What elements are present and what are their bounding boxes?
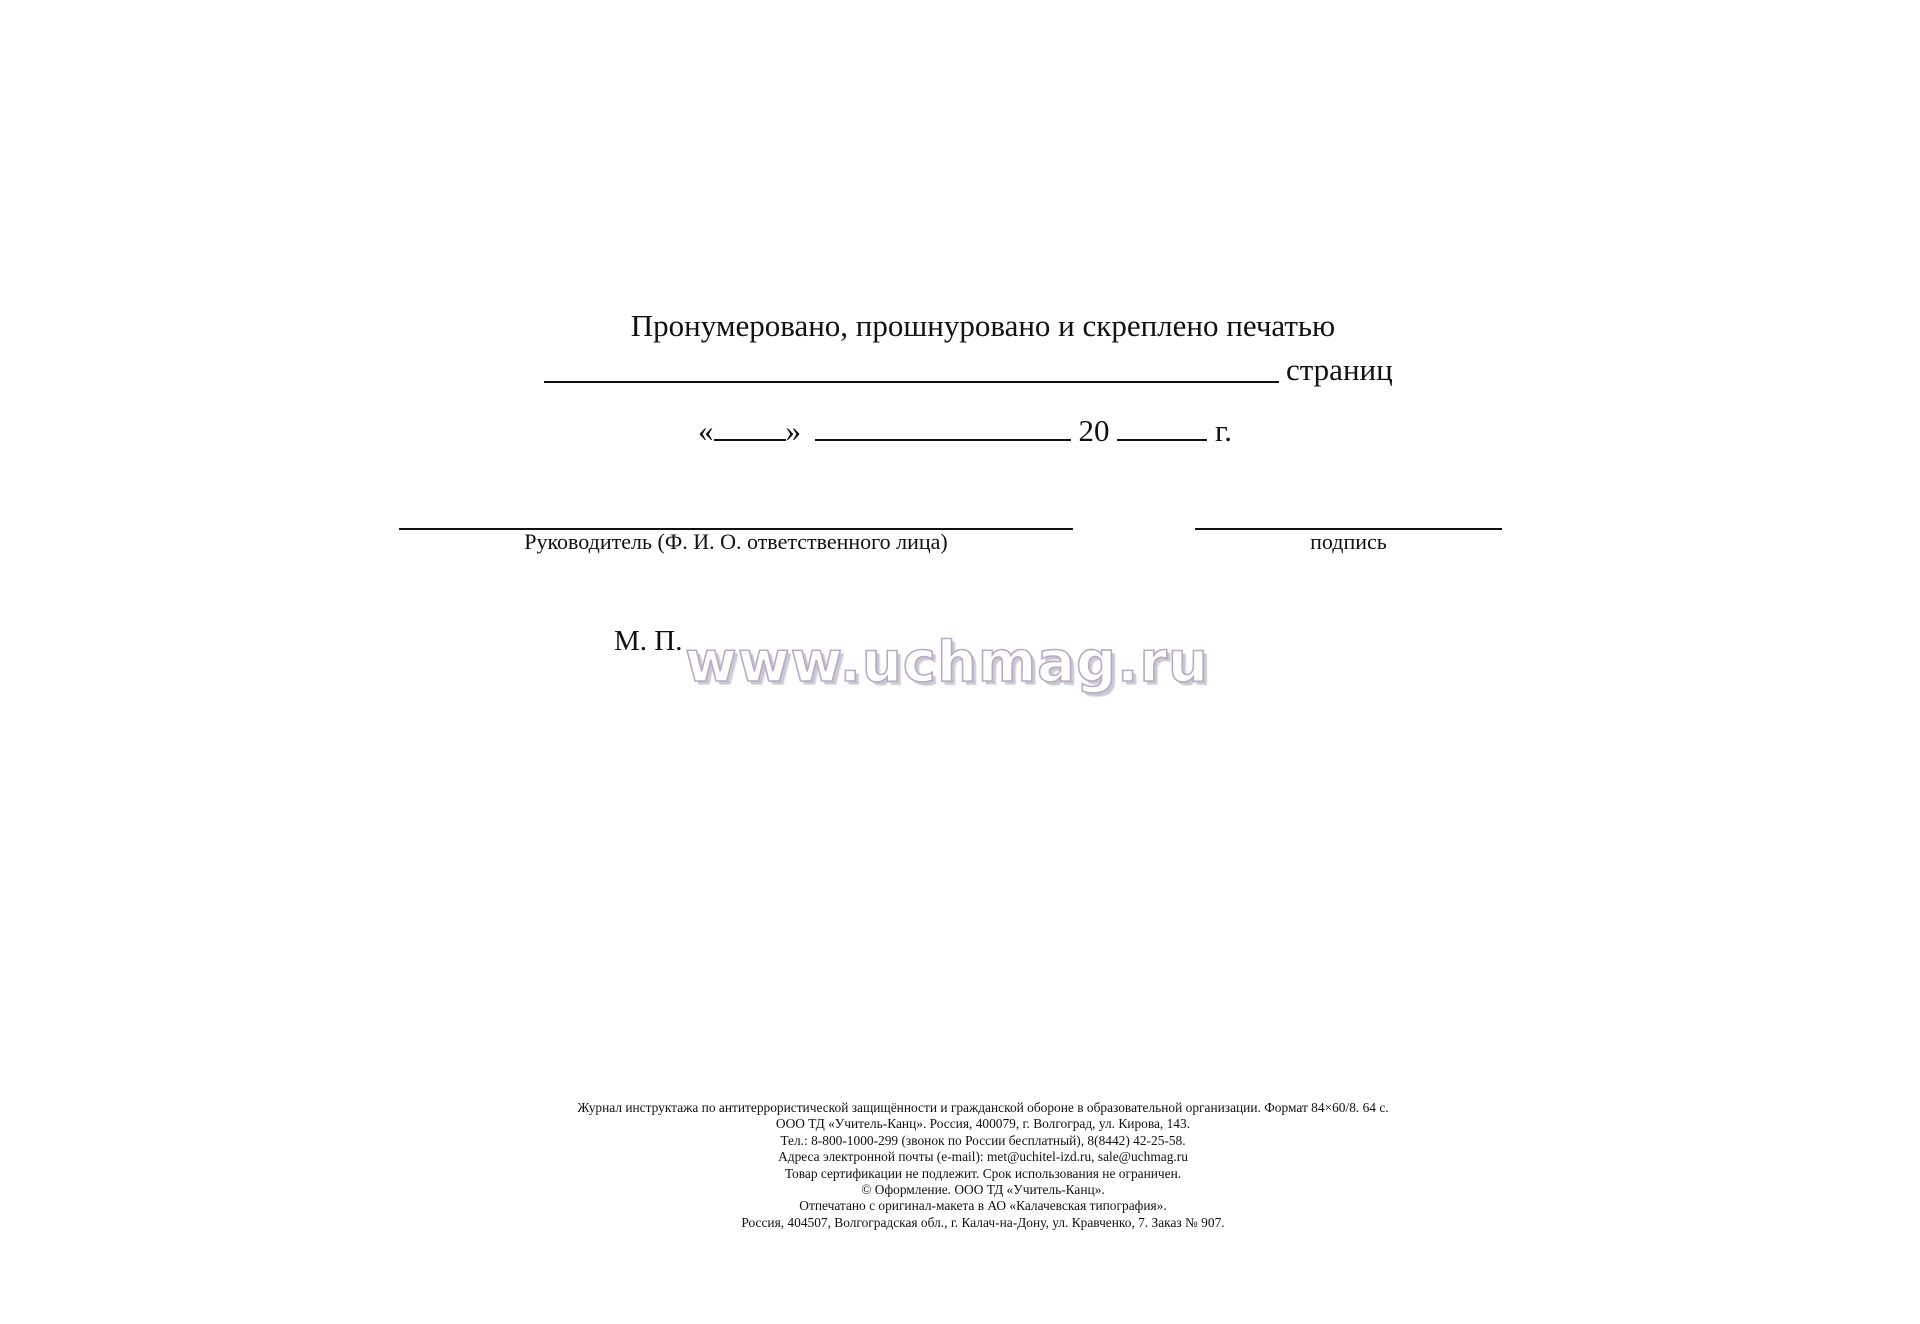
imprint-line: © Оформление. ООО ТД «Учитель-Канц». [861, 1182, 1105, 1198]
day-blank-line [714, 409, 786, 441]
year-suffix: г. [1215, 413, 1232, 448]
watermark-logo: www.uchmag.ru [685, 630, 1209, 695]
imprint-line: Адреса электронной почты (e-mail): met@uchitel-izd.ru, sale@uchmag.ru [778, 1149, 1188, 1165]
date-row [698, 409, 1232, 451]
imprint-block [0, 1100, 1920, 1231]
stamp-place-label: М. П. [614, 625, 683, 657]
signature-caption: подпись [1310, 529, 1387, 554]
year-blank-line [1117, 409, 1207, 441]
date-close-quote: » [785, 413, 801, 448]
imprint-line: Россия, 404507, Волгоградская обл., г. Калач-на-Дону, ул. Кравченко, 7. Заказ № 907. [741, 1214, 1225, 1230]
pages-label: страниц [1286, 352, 1393, 387]
imprint-line: Тел.: 8-800-1000-299 (звонок по России бесплатный), 8(8442) 42-25-58. [780, 1132, 1186, 1148]
date-open-quote: « [698, 413, 714, 448]
certification-heading: Пронумеровано, прошнуровано и скреплено печатью [630, 308, 1336, 343]
imprint-line: Журнал инструктажа по антитеррористической защищённости и гражданской обороне в образовательной организации. Формат 84×60/8. 64 с. [577, 1100, 1389, 1115]
pages-count-blank-line [544, 381, 1279, 383]
year-prefix: 20 [1078, 413, 1110, 448]
month-blank-line [815, 409, 1071, 441]
imprint-line: ООО ТД «Учитель-Канц». Россия, 400079, г. Волгоград, ул. Кирова, 143. [775, 1116, 1191, 1132]
imprint-line: Отпечатано с оригинал-макета в АО «Калачевская типография». [799, 1198, 1167, 1214]
head-name-caption: Руководитель (Ф. И. О. ответственного лица) [524, 529, 948, 554]
imprint-line: Товар сертификации не подлежит. Срок использования не ограничен. [784, 1165, 1182, 1181]
